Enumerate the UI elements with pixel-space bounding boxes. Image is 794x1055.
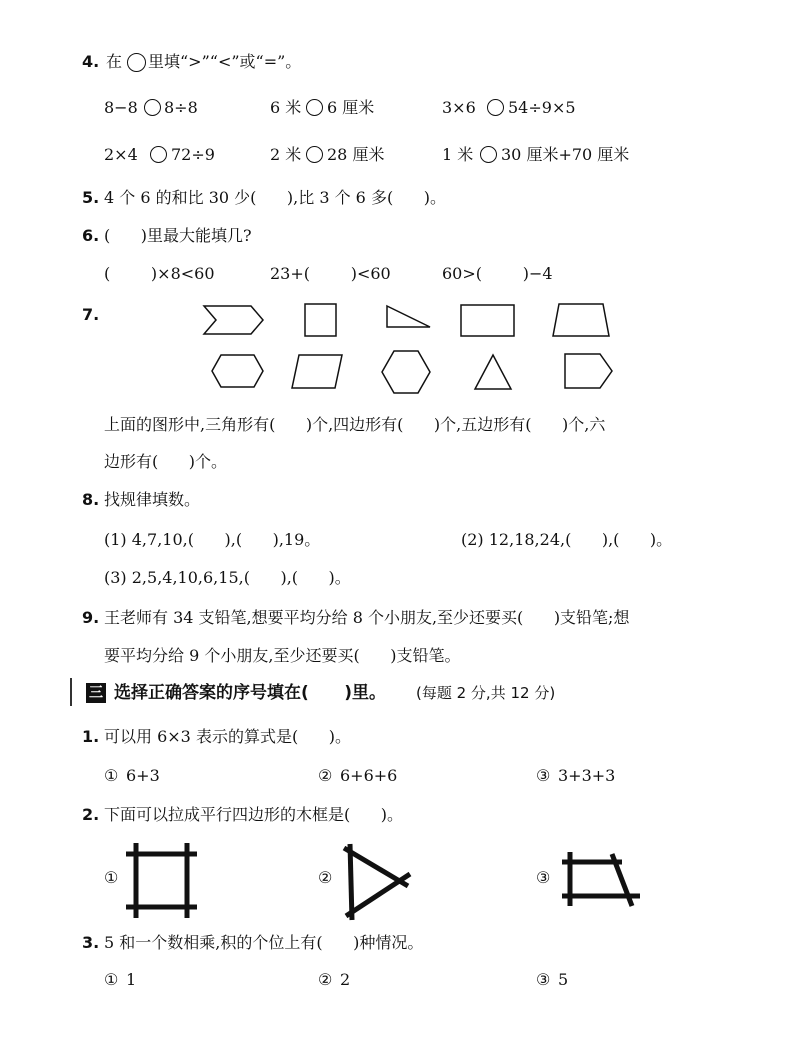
c3-option-2: 2 <box>340 970 351 989</box>
square-wood-frame <box>120 838 210 928</box>
parallelogram-shape <box>292 355 342 388</box>
c3-option-1-mark[interactable]: ① <box>104 970 119 989</box>
q4-item-3-right: 54÷9×5 <box>508 98 576 117</box>
q4-item-6-left: 1 米 <box>442 145 474 164</box>
c1-number: 1. <box>82 727 100 746</box>
c3-option-3-mark[interactable]: ③ <box>536 970 551 989</box>
c2-option-2-mark[interactable]: ② <box>318 868 333 887</box>
q4-prompt-start: 在 <box>106 52 123 71</box>
arrow-pentagon-shape <box>204 306 263 334</box>
q4-number: 4. <box>82 52 100 71</box>
q8-title: 找规律填数。 <box>104 490 201 509</box>
q4-prompt-end: 里填“>”“<”或“=”。 <box>148 52 302 71</box>
q4-item-2-left: 6 米 <box>270 98 302 117</box>
trapezoid-wood-frame <box>556 848 646 918</box>
trapezoid-shape <box>553 304 609 336</box>
right-triangle-shape <box>387 306 430 327</box>
shapes-figure <box>0 0 794 420</box>
q8-sub-1: (1) 4,7,10,( ),( ),19。 <box>104 530 321 549</box>
q8-sub-2: (2) 12,18,24,( ),( )。 <box>461 530 673 549</box>
q6-item-2: 23+( )<60 <box>270 264 391 283</box>
house-pentagon-shape <box>565 354 612 388</box>
q4-item-3-left: 3×6 <box>442 98 476 117</box>
triangle-shape <box>475 355 511 389</box>
c1-option-2-mark[interactable]: ② <box>318 766 333 785</box>
square-shape <box>305 304 336 336</box>
c3-number: 3. <box>82 933 100 952</box>
q4-item-1-left: 8−8 <box>104 98 138 117</box>
q5-text: 4 个 6 的和比 30 少( ),比 3 个 6 多( )。 <box>104 188 446 207</box>
q6-item-1: ( )×8<60 <box>104 264 215 283</box>
c1-option-2: 6+6+6 <box>340 766 398 785</box>
triangle-wood-frame <box>338 838 428 928</box>
c2-number: 2. <box>82 805 100 824</box>
q7-line-1: 上面的图形中,三角形有( )个,四边形有( )个,五边形有( )个,六 <box>104 415 606 434</box>
c1-text: 可以用 6×3 表示的算式是( )。 <box>104 727 351 746</box>
q6-number: 6. <box>82 226 100 245</box>
c1-option-3: 3+3+3 <box>558 766 616 785</box>
q6-text: ( )里最大能填几? <box>104 226 252 245</box>
q5-number: 5. <box>82 188 100 207</box>
section-badge: 三 <box>86 683 106 703</box>
q7-number: 7. <box>82 305 100 324</box>
q9-line-2: 要平均分给 9 个小朋友,至少还要买( )支铅笔。 <box>104 646 461 665</box>
q4-item-5-right: 28 厘米 <box>327 145 385 164</box>
c1-option-1-mark[interactable]: ① <box>104 766 119 785</box>
q9-number: 9. <box>82 608 100 627</box>
c2-option-3-mark[interactable]: ③ <box>536 868 551 887</box>
hexagon-shape-1 <box>212 355 263 387</box>
c3-option-1: 1 <box>126 970 137 989</box>
c2-text: 下面可以拉成平行四边形的木框是( )。 <box>104 805 404 824</box>
c3-option-2-mark[interactable]: ② <box>318 970 333 989</box>
c1-option-1: 6+3 <box>126 766 160 785</box>
q4-item-4-left: 2×4 <box>104 145 138 164</box>
section-note: (每题 2 分,共 12 分) <box>416 684 556 702</box>
c2-option-1-mark[interactable]: ① <box>104 868 119 887</box>
section-marker-bar <box>70 678 72 706</box>
q8-number: 8. <box>82 490 100 509</box>
q4-item-6-right: 30 厘米+70 厘米 <box>501 145 630 164</box>
hexagon-shape-2 <box>382 351 430 393</box>
section-title: 选择正确答案的序号填在( )里。 <box>114 683 387 703</box>
q7-line-2: 边形有( )个。 <box>104 452 228 471</box>
q8-sub-3: (3) 2,5,4,10,6,15,( ),( )。 <box>104 568 351 587</box>
c3-text: 5 和一个数相乘,积的个位上有( )种情况。 <box>104 933 424 952</box>
q4-item-5-left: 2 米 <box>270 145 302 164</box>
q6-item-3: 60>( )−4 <box>442 264 553 283</box>
rectangle-shape <box>461 305 514 336</box>
q4-item-1-right: 8÷8 <box>164 98 198 117</box>
c1-option-3-mark[interactable]: ③ <box>536 766 551 785</box>
c3-option-3: 5 <box>558 970 569 989</box>
q9-line-1: 王老师有 34 支铅笔,想要平均分给 8 个小朋友,至少还要买( )支铅笔;想 <box>104 608 630 627</box>
q4-item-2-right: 6 厘米 <box>327 98 375 117</box>
q4-item-4-right: 72÷9 <box>171 145 215 164</box>
